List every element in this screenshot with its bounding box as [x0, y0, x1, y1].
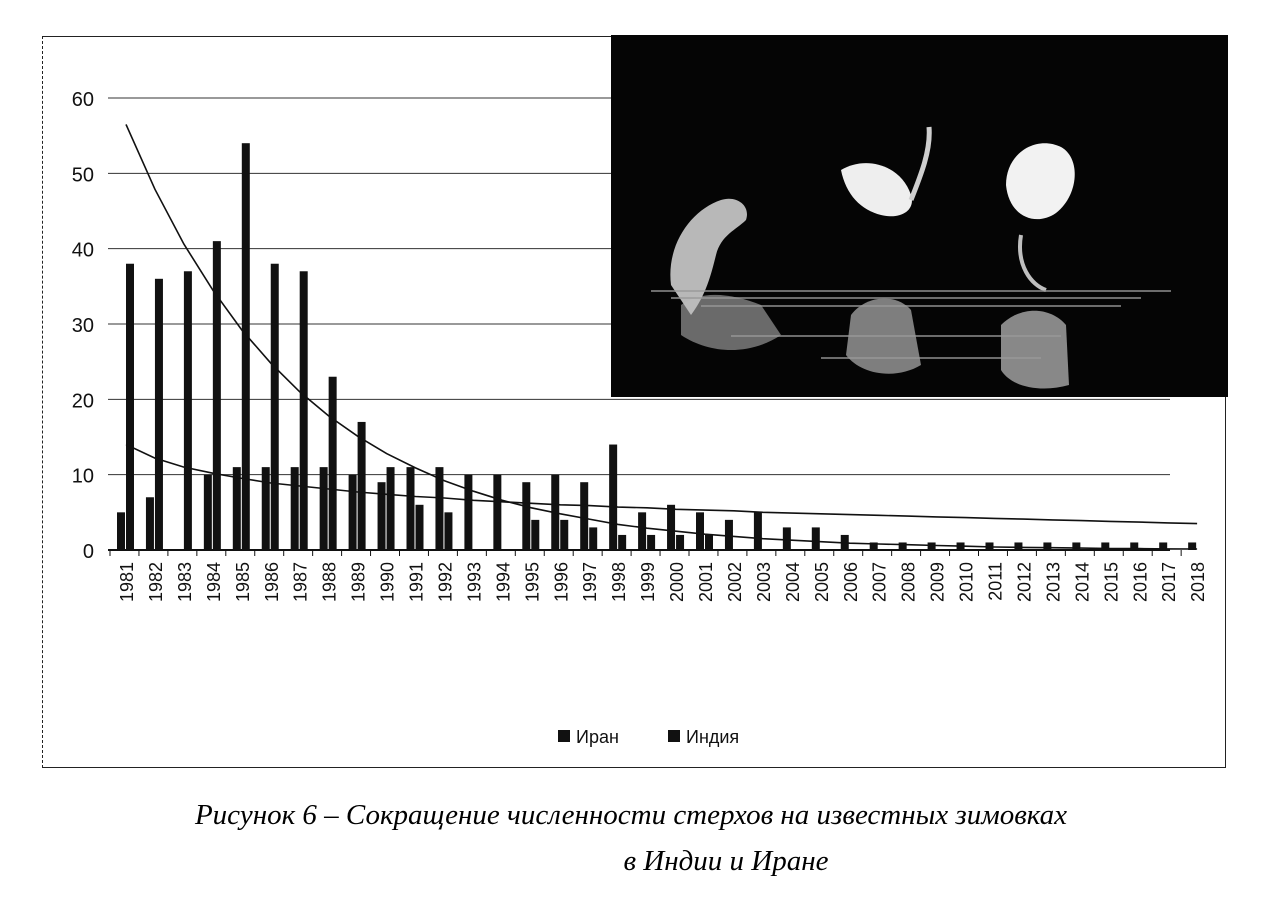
- bar-iran: [899, 542, 907, 550]
- x-tick-label: 2010: [956, 562, 977, 603]
- crane-photo: [611, 35, 1228, 397]
- x-tick-label: 1983: [174, 562, 195, 603]
- bar-iran: [204, 475, 212, 550]
- x-tick-label: 1981: [117, 562, 137, 603]
- x-tick-label: 2001: [696, 562, 716, 603]
- legend: [558, 727, 739, 747]
- bar-iran: [522, 482, 530, 550]
- bar-iran: [638, 512, 646, 550]
- x-tick-label: 1994: [493, 562, 514, 603]
- y-tick-label: 10: [71, 465, 94, 488]
- x-tick-label: 2016: [1130, 562, 1151, 603]
- y-tick-label: 0: [82, 541, 94, 563]
- legend-swatch: [668, 730, 680, 742]
- y-axis-ticks: [72, 89, 94, 563]
- bar-india: [184, 271, 192, 550]
- legend-swatch: [558, 730, 570, 742]
- bar-iran: [407, 467, 415, 550]
- trendline-iran: [126, 445, 1197, 524]
- bar-india: [213, 241, 221, 550]
- bar-iran: [262, 467, 270, 550]
- bar-iran: [1043, 542, 1051, 550]
- x-tick-label: 1988: [319, 562, 340, 603]
- bar-iran: [233, 467, 241, 550]
- x-tick-label: 2004: [782, 562, 803, 603]
- x-tick-label: 2014: [1072, 562, 1093, 603]
- bar-iran: [464, 475, 472, 550]
- x-tick-label: 2012: [1014, 562, 1035, 603]
- x-tick-label: 1996: [551, 562, 572, 603]
- x-tick-label: 2007: [869, 562, 890, 603]
- x-tick-label: 1986: [261, 562, 282, 603]
- x-tick-label: 1999: [638, 562, 659, 603]
- bar-iran: [580, 482, 588, 550]
- bar-iran: [1014, 542, 1022, 550]
- x-tick-label: 1985: [232, 562, 253, 603]
- bar-india: [271, 264, 279, 550]
- legend-label: Индия: [686, 727, 740, 747]
- bar-iran: [320, 467, 328, 550]
- y-tick-label: 40: [71, 239, 94, 262]
- x-tick-label: 2003: [753, 562, 774, 603]
- x-tick-label: 2017: [1159, 562, 1180, 603]
- x-tick-label: 2011: [985, 562, 1006, 601]
- caption-line-2: в Индии и Иране: [623, 845, 829, 877]
- bar-india: [676, 535, 684, 550]
- x-tick-label: 2008: [898, 562, 919, 603]
- x-tick-label: 1991: [406, 562, 427, 603]
- bar-india: [444, 512, 452, 550]
- bar-iran: [812, 527, 820, 550]
- photo-graphic: [611, 35, 1228, 397]
- x-tick-label: 2018: [1188, 562, 1209, 603]
- bar-iran: [725, 520, 733, 550]
- x-axis-ticks: [110, 550, 1208, 602]
- bar-india: [531, 520, 539, 550]
- x-tick-label: 1997: [580, 562, 601, 603]
- y-tick-label: 50: [71, 164, 94, 187]
- x-tick-label: 1987: [290, 562, 311, 603]
- bar-india: [155, 279, 163, 550]
- x-tick-label: 1990: [377, 562, 398, 603]
- bar-iran: [783, 527, 791, 550]
- bar-india: [705, 535, 713, 550]
- x-tick-label: 1989: [348, 562, 369, 603]
- x-tick-label: 1982: [145, 562, 166, 603]
- x-tick-label: 1992: [435, 562, 456, 603]
- bar-iran: [146, 497, 154, 550]
- x-tick-label: 2006: [840, 562, 861, 603]
- y-tick-label: 30: [71, 315, 94, 337]
- x-tick-label: 2005: [811, 562, 832, 603]
- bar-india: [589, 527, 597, 550]
- bar-iran: [349, 475, 357, 550]
- x-tick-label: 2013: [1043, 562, 1064, 603]
- bar-india: [242, 143, 250, 550]
- bar-india: [126, 264, 134, 550]
- x-tick-label: 2002: [724, 562, 745, 603]
- caption-line-1: Рисунок 6 – Сокращение численности стерхов на известных зимовках: [194, 799, 1068, 831]
- legend-label: Иран: [576, 727, 619, 747]
- y-tick-label: 20: [71, 390, 94, 413]
- bar-india: [647, 535, 655, 550]
- bar-iran: [493, 475, 501, 550]
- bar-india: [416, 505, 424, 550]
- bar-iran: [609, 445, 617, 550]
- bar-iran: [291, 467, 299, 550]
- x-tick-label: 1984: [203, 562, 224, 603]
- bar-india: [300, 271, 308, 550]
- bar-iran: [667, 505, 675, 550]
- bar-india: [560, 520, 568, 550]
- bar-iran: [754, 512, 762, 550]
- bar-iran: [696, 512, 704, 550]
- bar-india: [618, 535, 626, 550]
- x-tick-label: 1995: [522, 562, 543, 603]
- bar-iran: [117, 512, 125, 550]
- x-tick-label: 1998: [609, 562, 630, 603]
- y-tick-label: 60: [71, 89, 94, 111]
- x-tick-label: 1993: [464, 562, 485, 603]
- x-tick-label: 2000: [667, 562, 688, 603]
- x-tick-label: 2015: [1101, 562, 1122, 603]
- bar-india: [329, 377, 337, 550]
- bar-iran: [378, 482, 386, 550]
- figure-caption: [0, 792, 1262, 884]
- bar-india: [387, 467, 395, 550]
- x-tick-label: 2009: [927, 562, 948, 603]
